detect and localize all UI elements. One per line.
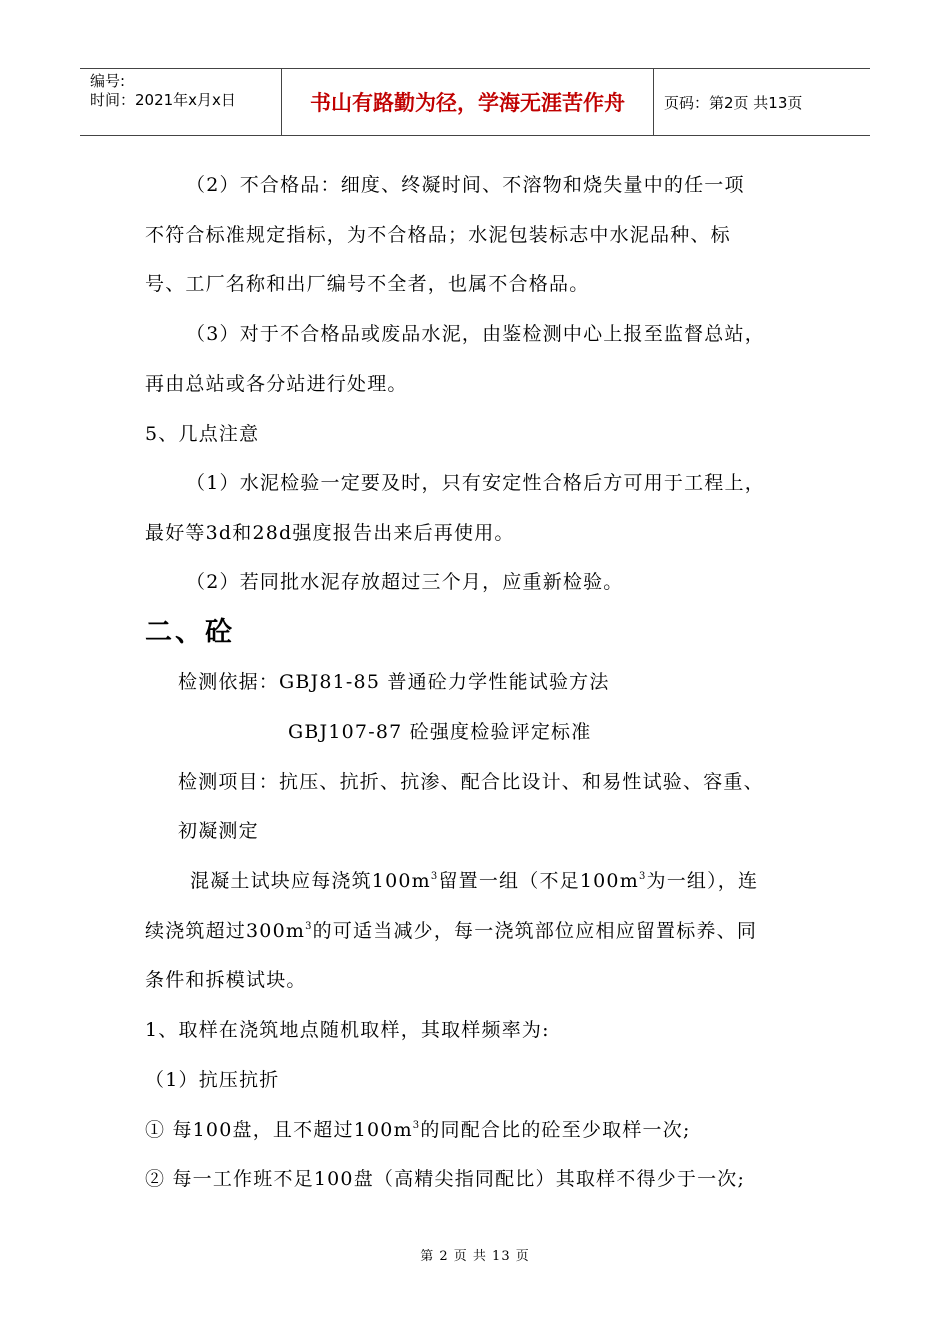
section-title: 5、几点注意: [145, 423, 260, 445]
paragraph-line: （2）不合格品：细度、终凝时间、不溶物和烧失量中的任一项: [186, 174, 745, 196]
paragraph-line: 再由总站或各分站进行处理。: [145, 373, 408, 395]
header-motto: 书山有路勤为径，学海无涯苦作舟: [281, 69, 654, 135]
superscript: 3: [430, 871, 439, 882]
paragraph-line: [190, 869, 758, 893]
paragraph-line: 号、工厂名称和出厂编号不全者，也属不合格品。: [145, 273, 590, 295]
paragraph-line: 最好等3d和28d强度报告出来后再使用。: [145, 522, 515, 544]
document-number-label: 编号:: [90, 72, 126, 90]
paragraph-line: GBJ107-87 砼强度检验评定标准: [288, 721, 592, 743]
page-footer: 第 2 页 共 13 页: [420, 1249, 530, 1264]
paragraph-line: 检测项目：抗压、抗折、抗渗、配合比设计、和易性试验、容重、: [178, 771, 764, 793]
paragraph-line: [145, 1118, 691, 1142]
paragraph-line: 条件和拆模试块。: [145, 969, 307, 991]
text-run: 留置一组（不足100m: [438, 870, 639, 892]
superscript: 3: [638, 871, 647, 882]
text-run: 的同配合比的砼至少取样一次;: [420, 1119, 691, 1141]
text-run: 续浇筑超过300m: [145, 920, 306, 942]
paragraph-line: （1）水泥检验一定要及时，只有安定性合格后方可用于工程上，: [186, 472, 765, 494]
paragraph-line: ② 每一工作班不足100盘（高精尖指同配比）其取样不得少于一次;: [145, 1168, 746, 1190]
paragraph-line: 检测依据：GBJ81-85 普通砼力学性能试验方法: [178, 671, 610, 693]
paragraph-line: （3）对于不合格品或废品水泥，由鉴检测中心上报至监督总站，: [186, 323, 765, 345]
text-run: 混凝土试块应每浇筑100m: [190, 870, 431, 892]
paragraph-line: （2）若同批水泥存放超过三个月，应重新检验。: [186, 571, 624, 593]
text-run: 的可适当减少，每一浇筑部位应相应留置标养、同: [312, 920, 758, 942]
page-header: [80, 68, 870, 136]
superscript: 3: [305, 921, 313, 932]
text-run: 为一组），连: [646, 870, 759, 892]
text-run: ① 每100盘，且不超过100m: [145, 1119, 413, 1141]
header-page-info: 页码：第2页 共13页: [664, 93, 803, 112]
document-time: 时间：2021年x月x日: [90, 91, 236, 109]
paragraph-line: [145, 919, 757, 943]
superscript: 3: [412, 1120, 421, 1131]
paragraph-line: 不符合标准规定指标，为不合格品；水泥包装标志中水泥品种、标: [145, 224, 731, 246]
header-meta: [80, 69, 281, 135]
paragraph-line: 初凝测定: [178, 820, 259, 842]
chapter-heading: 二、砼: [145, 617, 235, 648]
paragraph-line: 1、取样在浇筑地点随机取样，其取样频率为:: [145, 1019, 550, 1041]
paragraph-line: （1）抗压抗折: [145, 1069, 280, 1091]
